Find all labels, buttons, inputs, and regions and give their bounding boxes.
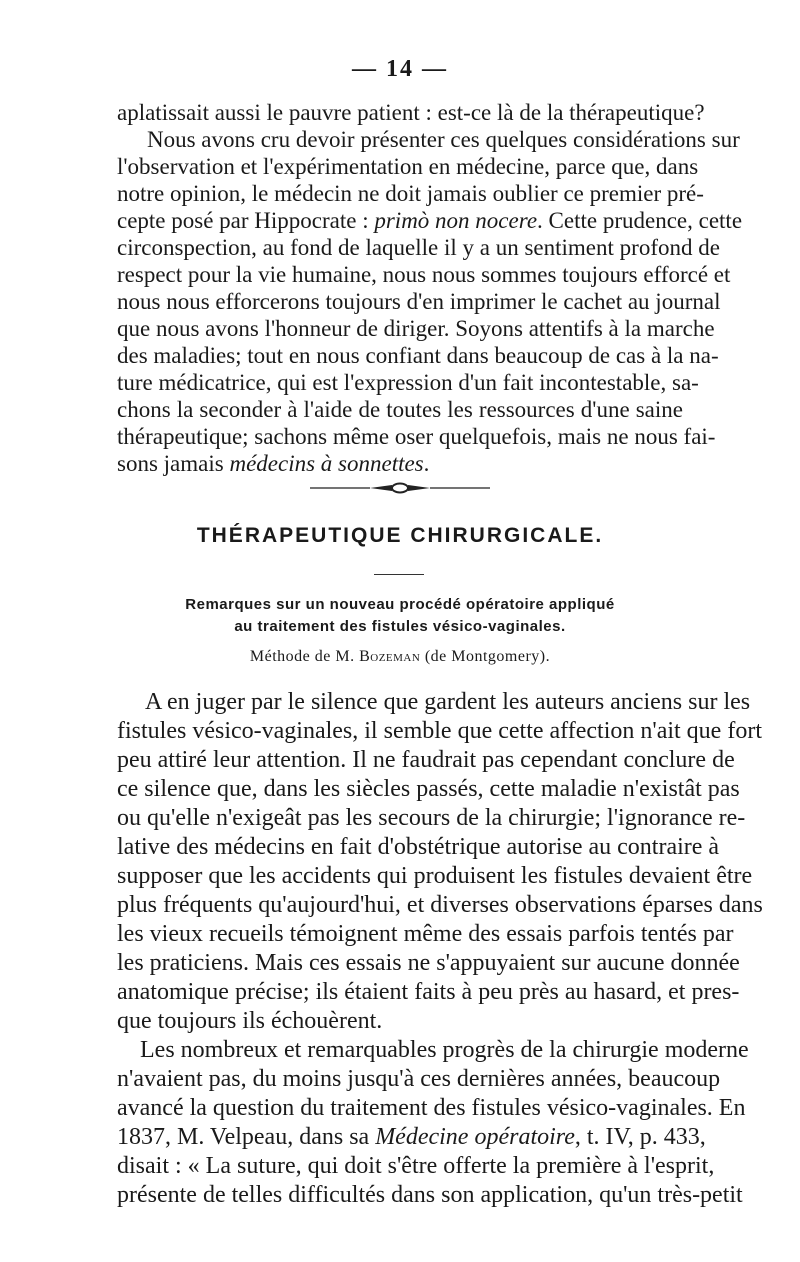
text-line: notre opinion, le médecin ne doit jamais oublier ce premier pré-: [117, 181, 704, 206]
text-line: les praticiens. Mais ces essais ne s'appuyaient sur aucune donnée: [117, 950, 740, 976]
text-line: lative des médecins en fait d'obstétrique autorise au contraire à: [117, 834, 720, 860]
text-line: avancé la question du traitement des fistules vésico-vaginales. En: [117, 1095, 746, 1121]
text-line: peu attiré leur attention. Il ne faudrait pas cependant conclure de: [117, 747, 735, 773]
text-line: ou qu'elle n'exigeât pas les secours de la chirurgie; l'ignorance re-: [117, 805, 746, 831]
method-prefix: Méthode de M.: [249, 648, 360, 665]
text-segment: 1837, M. Velpeau, dans sa: [117, 1124, 376, 1150]
text-segment: .: [423, 451, 430, 476]
italic-phrase: médecins à sonnettes: [229, 451, 424, 476]
text-line: ce silence que, dans les siècles passés, cette maladie n'existât pas: [117, 776, 740, 802]
text-line: que nous avons l'honneur de diriger. Soyons attentifs à la marche: [117, 316, 715, 341]
ornament-divider-icon: [308, 480, 492, 496]
text-line: [117, 1122, 706, 1153]
subtitle-line-2: au traitement des fistules vésico-vaginales.: [234, 618, 566, 635]
subtitle-line-1: Remarques sur un nouveau procédé opératoire appliqué: [185, 596, 615, 613]
title-rule: [374, 574, 424, 575]
text-segment: , t. IV, p. 433,: [574, 1124, 706, 1150]
text-line: [117, 206, 743, 236]
italic-phrase: primò non nocere: [374, 208, 538, 233]
text-line-last: [117, 449, 683, 479]
text-segment: cepte posé par Hippocrate :: [117, 208, 375, 233]
text-line: les vieux recueils témoignent même des essais parfois tentés par: [117, 921, 734, 947]
method-attribution: [0, 648, 800, 666]
text-line: chons la seconder à l'aide de toutes les ressources d'une saine: [117, 397, 683, 422]
text-line: aplatissait aussi le pauvre patient : est-ce là de la thérapeutique?: [117, 100, 705, 125]
author-name: Bozeman: [359, 648, 421, 665]
text-segment: sons jamais: [117, 451, 230, 476]
text-line: anatomique précise; ils étaient faits à peu près au hasard, et pres-: [117, 979, 740, 1005]
page-number: — 14 —: [352, 56, 448, 82]
method-suffix: (de Montgomery).: [420, 648, 551, 665]
text-line: Les nombreux et remarquables progrès de la chirurgie moderne: [140, 1037, 749, 1063]
text-line: n'avaient pas, du moins jusqu'à ces dernières années, beaucoup: [117, 1066, 721, 1092]
text-line: circonspection, au fond de laquelle il y a un sentiment profond de: [117, 235, 720, 260]
text-line: ture médicatrice, qui est l'expression d'un fait incontestable, sa-: [117, 370, 699, 395]
text-line: nous nous efforcerons toujours d'en imprimer le cachet au journal: [117, 289, 721, 314]
text-line: l'observation et l'expérimentation en médecine, parce que, dans: [117, 154, 699, 179]
text-line: A en juger par le silence que gardent les auteurs anciens sur les: [145, 689, 751, 715]
text-line: thérapeutique; sachons même oser quelquefois, mais ne nous fai-: [117, 424, 716, 449]
text-segment: . Cette prudence, cette: [537, 208, 743, 233]
text-line: fistules vésico-vaginales, il semble que cette affection n'ait que fort: [117, 718, 762, 744]
text-line: respect pour la vie humaine, nous nous sommes toujours efforcé et: [117, 262, 731, 287]
text-line: disait : « La suture, qui doit s'être offerte la première à l'esprit,: [117, 1153, 715, 1179]
text-line: Nous avons cru devoir présenter ces quelques considérations sur: [147, 127, 740, 152]
italic-phrase: Médecine opératoire: [375, 1124, 575, 1150]
text-line: que toujours ils échouèrent.: [117, 1008, 383, 1034]
text-line: plus fréquents qu'aujourd'hui, et diverses observations éparses dans: [117, 892, 763, 918]
text-line: des maladies; tout en nous confiant dans beaucoup de cas à la na-: [117, 343, 719, 368]
text-line: supposer que les accidents qui produisent les fistules devaient être: [117, 863, 753, 889]
text-line: présente de telles difficultés dans son application, qu'un très-petit: [117, 1182, 743, 1208]
section-title: THÉRAPEUTIQUE CHIRURGICALE.: [196, 524, 604, 547]
